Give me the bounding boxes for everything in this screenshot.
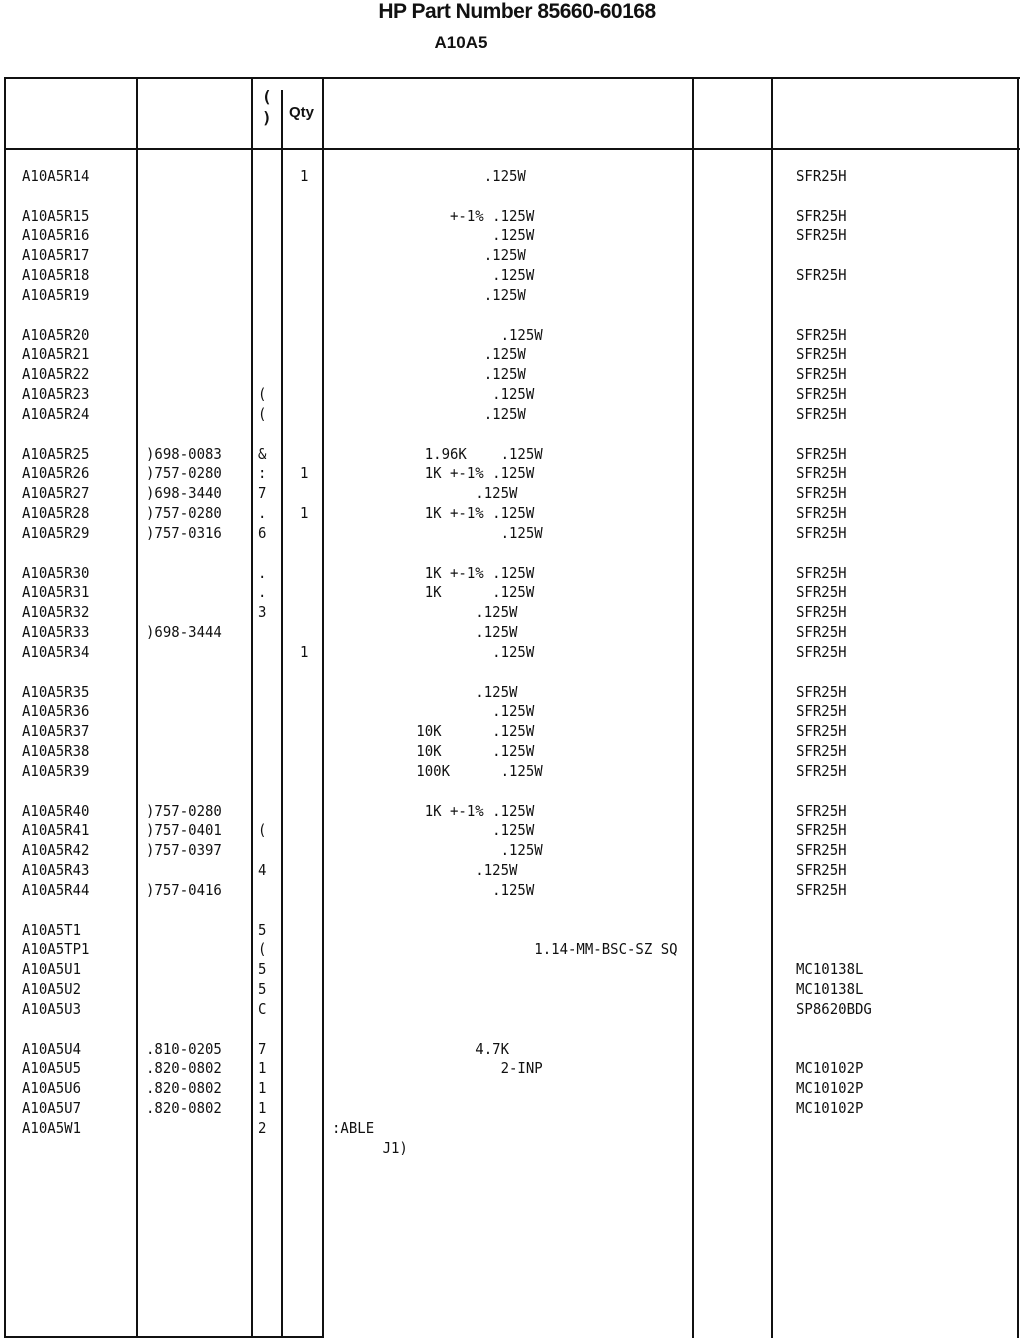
ref-designator-cell: A10A5R41 — [22, 822, 90, 840]
check-digit-cell: 6 — [258, 525, 267, 543]
description-cell: .125W — [332, 862, 518, 880]
mfr-part-number-cell: SFR25H — [796, 446, 847, 464]
ref-designator-cell: A10A5R39 — [22, 763, 90, 781]
mfr-part-number-cell: SFR25H — [796, 684, 847, 701]
check-digit-cell: 3 — [258, 604, 267, 622]
description-cell: 1K +-1% .125W — [332, 803, 535, 820]
table-row — [0, 880, 1024, 901]
description-cell: 1K .125W — [332, 585, 535, 602]
table-row — [0, 444, 1024, 465]
mfr-part-number-cell: SFR25H — [796, 585, 847, 602]
ref-designator-cell: A10A5R29 — [22, 525, 90, 543]
description-cell: .125W — [332, 842, 543, 860]
table-row — [0, 999, 1024, 1020]
ref-designator-cell: A10A5R24 — [22, 406, 90, 424]
page-title: HP Part Number 85660-60168 — [378, 0, 656, 23]
mfr-part-number-cell: SP8620BDG — [796, 1001, 872, 1019]
ref-designator-cell: A10A5R32 — [22, 604, 90, 622]
ref-designator-cell: A10A5R30 — [22, 565, 90, 582]
ref-designator-cell: A10A5R27 — [22, 485, 90, 503]
quantity-cell: 1 — [300, 466, 309, 483]
quantity-cell: 1 — [300, 644, 309, 662]
ref-designator-cell: A10A5R33 — [22, 624, 90, 642]
ref-designator-cell: A10A5R18 — [22, 267, 90, 285]
table-row — [0, 285, 1024, 306]
description-cell: .125W — [332, 327, 543, 345]
description-cell: .125W — [332, 168, 526, 186]
mfr-part-number-cell: MC10102P — [796, 1060, 864, 1078]
mfr-part-number-cell: SFR25H — [796, 228, 847, 245]
ref-designator-cell: A10A5R38 — [22, 743, 90, 761]
mfr-part-number-cell: SFR25H — [796, 406, 847, 424]
table-row — [0, 186, 1024, 207]
hp-part-number-cell: )698-0083 — [146, 446, 222, 464]
header-cd-label-bottom: ) — [262, 108, 272, 127]
mfr-part-number-cell: SFR25H — [796, 168, 847, 186]
description-cell: :ABLE — [332, 1120, 375, 1138]
mfr-part-number-cell: SFR25H — [796, 604, 847, 622]
check-digit-cell: : — [258, 466, 267, 483]
table-row — [0, 742, 1024, 763]
check-digit-cell: ( — [258, 406, 267, 424]
description-cell: 1.96K .125W — [332, 446, 543, 464]
mfr-part-number-cell: SFR25H — [796, 466, 847, 483]
table-row — [0, 920, 1024, 941]
check-digit-cell: . — [258, 505, 267, 523]
table-row — [0, 543, 1024, 564]
check-digit-cell: C — [258, 1001, 267, 1019]
ref-designator-cell: A10A5R31 — [22, 585, 90, 602]
table-row — [0, 523, 1024, 544]
table-row — [0, 841, 1024, 862]
ref-designator-cell: A10A5R21 — [22, 347, 90, 364]
table-row — [0, 1059, 1024, 1080]
table-row — [0, 504, 1024, 525]
table-row — [0, 702, 1024, 723]
header-cd-label-top: ( — [262, 87, 272, 106]
table-row — [0, 761, 1024, 782]
check-digit-cell: & — [258, 446, 267, 464]
description-cell: 1K +-1% .125W — [332, 466, 535, 483]
description-cell: .125W — [332, 386, 535, 404]
mfr-part-number-cell: SFR25H — [796, 267, 847, 285]
description-cell: .125W — [332, 287, 526, 305]
check-digit-cell: 5 — [258, 922, 267, 939]
table-row — [0, 960, 1024, 981]
mfr-part-number-cell: SFR25H — [796, 704, 847, 721]
description-cell: .125W — [332, 882, 535, 900]
table-row — [0, 206, 1024, 227]
table-row — [0, 1099, 1024, 1120]
table-row — [0, 385, 1024, 406]
description-cell: 10K .125W — [332, 743, 535, 761]
check-digit-cell: 7 — [258, 485, 267, 503]
ref-designator-cell: A10A5U6 — [22, 1080, 82, 1098]
description-cell: 1K +-1% .125W — [332, 565, 535, 582]
description-cell: .125W — [332, 525, 543, 543]
table-row — [0, 325, 1024, 346]
assembly-subtitle: A10A5 — [434, 33, 488, 52]
hp-part-number-cell: .810-0205 — [146, 1041, 222, 1058]
description-cell: 4.7K — [332, 1041, 510, 1058]
mfr-part-number-cell: SFR25H — [796, 525, 847, 543]
ref-designator-cell: A10A5U2 — [22, 981, 82, 999]
hp-part-number-cell: )757-0280 — [146, 803, 222, 820]
table-row — [0, 1019, 1024, 1040]
table-top-border — [4, 77, 1020, 79]
check-digit-cell: 1 — [258, 1080, 267, 1098]
hp-part-number-cell: .820-0802 — [146, 1060, 222, 1078]
ref-designator-cell: A10A5R34 — [22, 644, 90, 662]
table-row — [0, 861, 1024, 882]
description-cell: 2-INP — [332, 1060, 543, 1078]
mfr-part-number-cell: SFR25H — [796, 505, 847, 523]
check-digit-cell: ( — [258, 941, 267, 959]
table-row — [0, 722, 1024, 743]
header-bottom-border — [4, 148, 1020, 150]
ref-designator-cell: A10A5U1 — [22, 961, 82, 979]
quantity-cell: 1 — [300, 505, 309, 523]
ref-designator-cell: A10A5T1 — [22, 922, 82, 939]
description-cell: .125W — [332, 485, 518, 503]
description-cell: 10K .125W — [332, 723, 535, 741]
table-row — [0, 563, 1024, 584]
description-cell: 100K .125W — [332, 763, 543, 781]
ref-designator-cell: A10A5U4 — [22, 1041, 82, 1058]
table-row — [0, 821, 1024, 842]
check-digit-cell: 1 — [258, 1060, 267, 1078]
description-cell: .125W — [332, 822, 535, 840]
ref-designator-cell: A10A5R25 — [22, 446, 90, 464]
ref-designator-cell: A10A5R44 — [22, 882, 90, 900]
hp-part-number-cell: .820-0802 — [146, 1100, 222, 1118]
description-cell: .125W — [332, 247, 526, 265]
table-row — [0, 484, 1024, 505]
check-digit-cell: 5 — [258, 961, 267, 979]
ref-designator-cell: A10A5R28 — [22, 505, 90, 523]
hp-part-number-cell: )757-0401 — [146, 822, 222, 840]
mfr-part-number-cell: SFR25H — [796, 723, 847, 741]
description-cell: .125W — [332, 644, 535, 662]
table-row — [0, 662, 1024, 683]
description-cell: .125W — [332, 366, 526, 384]
description-cell: 1K +-1% .125W — [332, 505, 535, 523]
table-row — [0, 424, 1024, 445]
check-digit-cell: 5 — [258, 981, 267, 999]
ref-designator-cell: A10A5R15 — [22, 208, 90, 226]
table-row — [0, 226, 1024, 247]
description-cell: J1) — [332, 1140, 408, 1158]
description-cell: .125W — [332, 347, 526, 364]
ref-designator-cell: A10A5R14 — [22, 168, 90, 186]
description-cell: .125W — [332, 267, 535, 285]
description-cell: +-1% .125W — [332, 208, 535, 226]
table-row — [0, 623, 1024, 644]
description-cell: .125W — [332, 228, 535, 245]
description-cell: .125W — [332, 406, 526, 424]
mfr-part-number-cell: MC10138L — [796, 981, 864, 999]
mfr-part-number-cell: SFR25H — [796, 485, 847, 503]
check-digit-cell: 7 — [258, 1041, 267, 1058]
mfr-part-number-cell: SFR25H — [796, 386, 847, 404]
ref-designator-cell: A10A5R40 — [22, 803, 90, 820]
check-digit-cell: 2 — [258, 1120, 267, 1138]
mfr-part-number-cell: SFR25H — [796, 644, 847, 662]
hp-part-number-cell: )757-0416 — [146, 882, 222, 900]
table-row — [0, 642, 1024, 663]
mfr-part-number-cell: SFR25H — [796, 208, 847, 226]
mfr-part-number-cell: SFR25H — [796, 763, 847, 781]
quantity-cell: 1 — [300, 168, 309, 186]
description-cell: .125W — [332, 604, 518, 622]
ref-designator-cell: A10A5TP1 — [22, 941, 90, 959]
table-row — [0, 900, 1024, 921]
ref-designator-cell: A10A5R43 — [22, 862, 90, 880]
ref-designator-cell: A10A5R19 — [22, 287, 90, 305]
mfr-part-number-cell: SFR25H — [796, 882, 847, 900]
hp-part-number-cell: )757-0280 — [146, 505, 222, 523]
table-row — [0, 464, 1024, 485]
check-digit-cell: . — [258, 585, 267, 602]
table-row — [0, 167, 1024, 188]
check-digit-cell: . — [258, 565, 267, 582]
description-cell: .125W — [332, 704, 535, 721]
table-row — [0, 404, 1024, 425]
ref-designator-cell: A10A5R17 — [22, 247, 90, 265]
table-row — [0, 266, 1024, 287]
hp-part-number-cell: )698-3444 — [146, 624, 222, 642]
table-bottom-border — [4, 1336, 324, 1338]
table-row — [0, 980, 1024, 1001]
mfr-part-number-cell: SFR25H — [796, 822, 847, 840]
header-qty-label: Qty — [289, 104, 315, 121]
mfr-part-number-cell: SFR25H — [796, 624, 847, 642]
table-row — [0, 305, 1024, 326]
table-row — [0, 246, 1024, 267]
mfr-part-number-cell: MC10138L — [796, 961, 864, 979]
ref-designator-cell: A10A5R16 — [22, 228, 90, 245]
hp-part-number-cell: )757-0397 — [146, 842, 222, 860]
description-cell: 1.14-MM-BSC-SZ SQ — [332, 941, 678, 959]
mfr-part-number-cell: SFR25H — [796, 366, 847, 384]
table-row — [0, 781, 1024, 802]
mfr-part-number-cell: SFR25H — [796, 862, 847, 880]
mfr-part-number-cell: SFR25H — [796, 803, 847, 820]
check-digit-cell: 4 — [258, 862, 267, 880]
table-row — [0, 583, 1024, 604]
mfr-part-number-cell: MC10102P — [796, 1100, 864, 1118]
check-digit-cell: ( — [258, 386, 267, 404]
ref-designator-cell: A10A5R20 — [22, 327, 90, 345]
ref-designator-cell: A10A5R22 — [22, 366, 90, 384]
ref-designator-cell: A10A5R42 — [22, 842, 90, 860]
table-row — [0, 1039, 1024, 1060]
mfr-part-number-cell: SFR25H — [796, 565, 847, 582]
ref-designator-cell: A10A5U7 — [22, 1100, 82, 1118]
hp-part-number-cell: )757-0316 — [146, 525, 222, 543]
table-row — [0, 365, 1024, 386]
mfr-part-number-cell: SFR25H — [796, 743, 847, 761]
ref-designator-cell: A10A5R23 — [22, 386, 90, 404]
description-cell: .125W — [332, 624, 518, 642]
mfr-part-number-cell: SFR25H — [796, 327, 847, 345]
hp-part-number-cell: )757-0280 — [146, 466, 222, 483]
check-digit-cell: ( — [258, 822, 267, 840]
ref-designator-cell: A10A5U3 — [22, 1001, 82, 1019]
ref-designator-cell: A10A5R26 — [22, 466, 90, 483]
ref-designator-cell: A10A5R36 — [22, 704, 90, 721]
ref-designator-cell: A10A5U5 — [22, 1060, 82, 1078]
mfr-part-number-cell: SFR25H — [796, 347, 847, 364]
table-row — [0, 940, 1024, 961]
mfr-part-number-cell: SFR25H — [796, 842, 847, 860]
table-row — [0, 801, 1024, 822]
hp-part-number-cell: .820-0802 — [146, 1080, 222, 1098]
table-row — [0, 1079, 1024, 1100]
table-row — [0, 682, 1024, 703]
table-row — [0, 345, 1024, 366]
table-row — [0, 1118, 1024, 1139]
ref-designator-cell: A10A5R37 — [22, 723, 90, 741]
mfr-part-number-cell: MC10102P — [796, 1080, 864, 1098]
check-digit-cell: 1 — [258, 1100, 267, 1118]
ref-designator-cell: A10A5R35 — [22, 684, 90, 701]
ref-designator-cell: A10A5W1 — [22, 1120, 82, 1138]
description-cell: .125W — [332, 684, 518, 701]
hp-part-number-cell: )698-3440 — [146, 485, 222, 503]
table-row — [0, 603, 1024, 624]
table-row — [0, 1138, 1024, 1159]
